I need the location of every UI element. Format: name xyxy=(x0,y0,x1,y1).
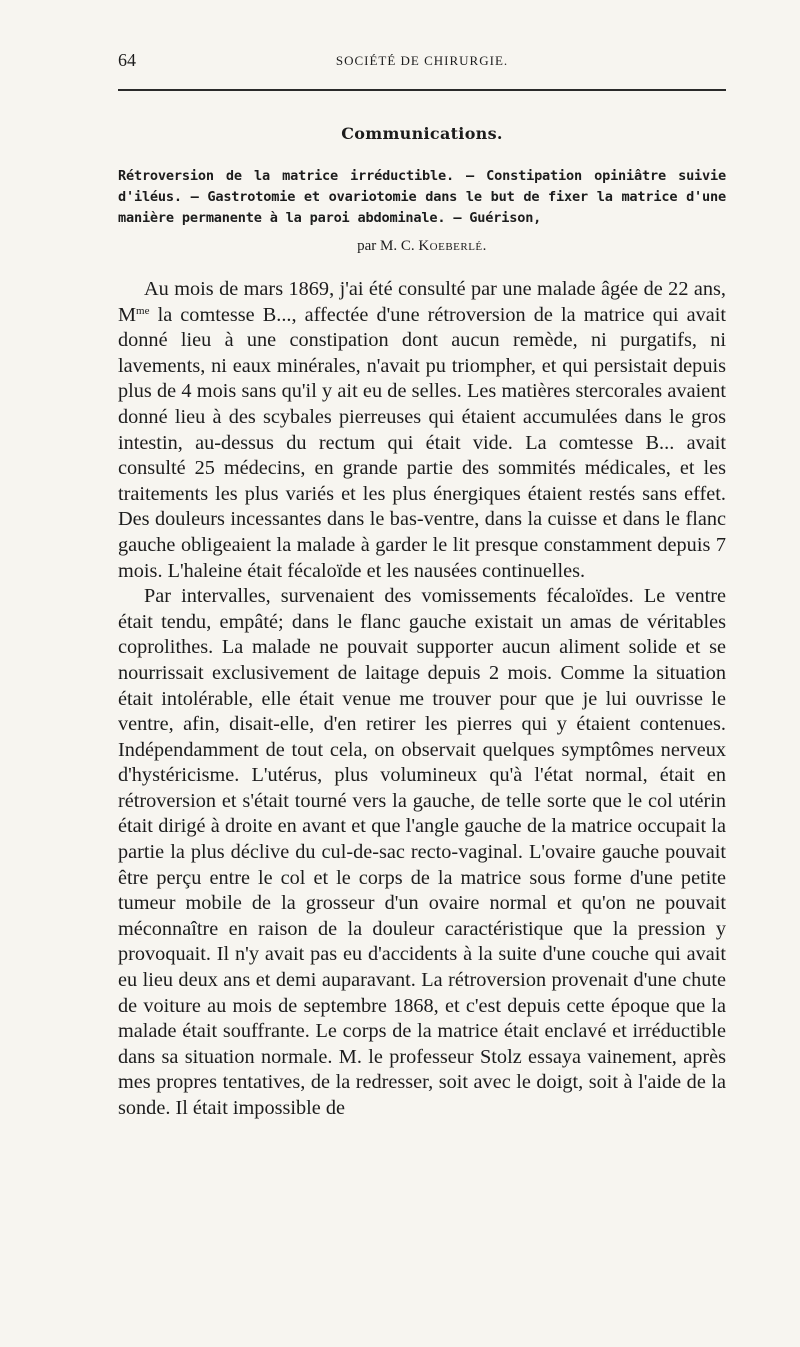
paragraph-1-rest: la comtesse B..., affectée d'une rétroversion de la matrice qui avait donné lieu à une constipation dont aucun remède, ni purgatifs, ni lavements, ni eaux minérales, n'avait pu triompher, et qui persistait depuis plus de 4 mois sans qu'il y ait eu de selles. Les matières stercorales avaient donné lieu à des scybales pierreuses qui étaient accumulées dans le gros intestin, au-dessus du rectum qui était vide. La comtesse B... avait consulté 25 médecins, en grande partie des sommités médicales, et les traitements les plus variés et les plus énergiques étaient restés sans effet. Des douleurs incessantes dans le bas-ventre, dans la cuisse et dans le flanc gauche obligeaient la malade à garder le lit presque constamment depuis 7 mois. L'haleine était fécaloïde et les nausées continuelles. xyxy=(118,303,726,582)
byline-author: Koeberlé. xyxy=(418,238,487,254)
header-rule xyxy=(118,89,726,91)
byline xyxy=(118,238,726,255)
superscript-me: me xyxy=(136,304,150,317)
page-number: 64 xyxy=(118,50,136,70)
body-text xyxy=(118,277,726,1122)
paragraph-1 xyxy=(118,277,726,584)
section-heading: Communications. xyxy=(341,124,503,143)
running-title: SOCIÉTÉ DE CHIRURGIE. xyxy=(335,53,509,68)
paragraph-1-start: Au mois de mars 1869, j'ai été consulté par une malade âgée de 22 ans, M xyxy=(118,278,726,326)
byline-prefix: par M. C. xyxy=(357,238,419,254)
running-header xyxy=(118,50,726,72)
paragraph-2: Par intervalles, survenaient des vomissements fécaloïdes. Le ventre était tendu, empâté; dans le flanc gauche existait un amas de véritables coprolithes. La malade ne pouvait supporter aucun aliment solide et se nourrissait exclusivement de laitage depuis 2 mois. Comme la situation était intolérable, elle était venue me trouver pour que je lui ouvrisse le ventre, afin, disait-elle, d'en retirer les pierres qui y étaient contenues. Indépendamment de tout cela, on observait quelques symptômes nerveux d'hystéricisme. L'utérus, plus volumineux qu'à l'état normal, était en rétroversion et s'était tourné vers la gauche, de telle sorte que le col utérin était dirigé à droite en avant et que l'angle gauche de la matrice occupait la partie la plus déclive du cul-de-sac recto-vaginal. L'ovaire gauche pouvait être perçu entre le col et le corps de la matrice sous forme d'une petite tumeur mobile de la grosseur d'un ovaire normal et qu'on ne pouvait méconnaître en raison de la douleur caractéristique que la pression y provoquait. Il n'y avait pas eu d'accidents à la suite d'une couche qui avait eu lieu deux ans et demi auparavant. La rétroversion provenait d'une chute de voiture au mois de septembre 1868, et c'est depuis cette époque que la malade était souffrante. Le corps de la matrice était enclavé et irréductible dans sa situation normale. M. le professeur Stolz essaya vainement, après mes propres tentatives, de la redresser, soit avec le doigt, soit à l'aide de la sonde. Il était impossible de xyxy=(118,585,726,1119)
article-title: Rétroversion de la matrice irréductible. — Constipation opiniâtre suivie d'iléus. — Gastrotomie et ovariotomie dans le but de fixer la matrice d'une manière permanente à la paroi abdominale. — Guérison, xyxy=(118,168,726,226)
